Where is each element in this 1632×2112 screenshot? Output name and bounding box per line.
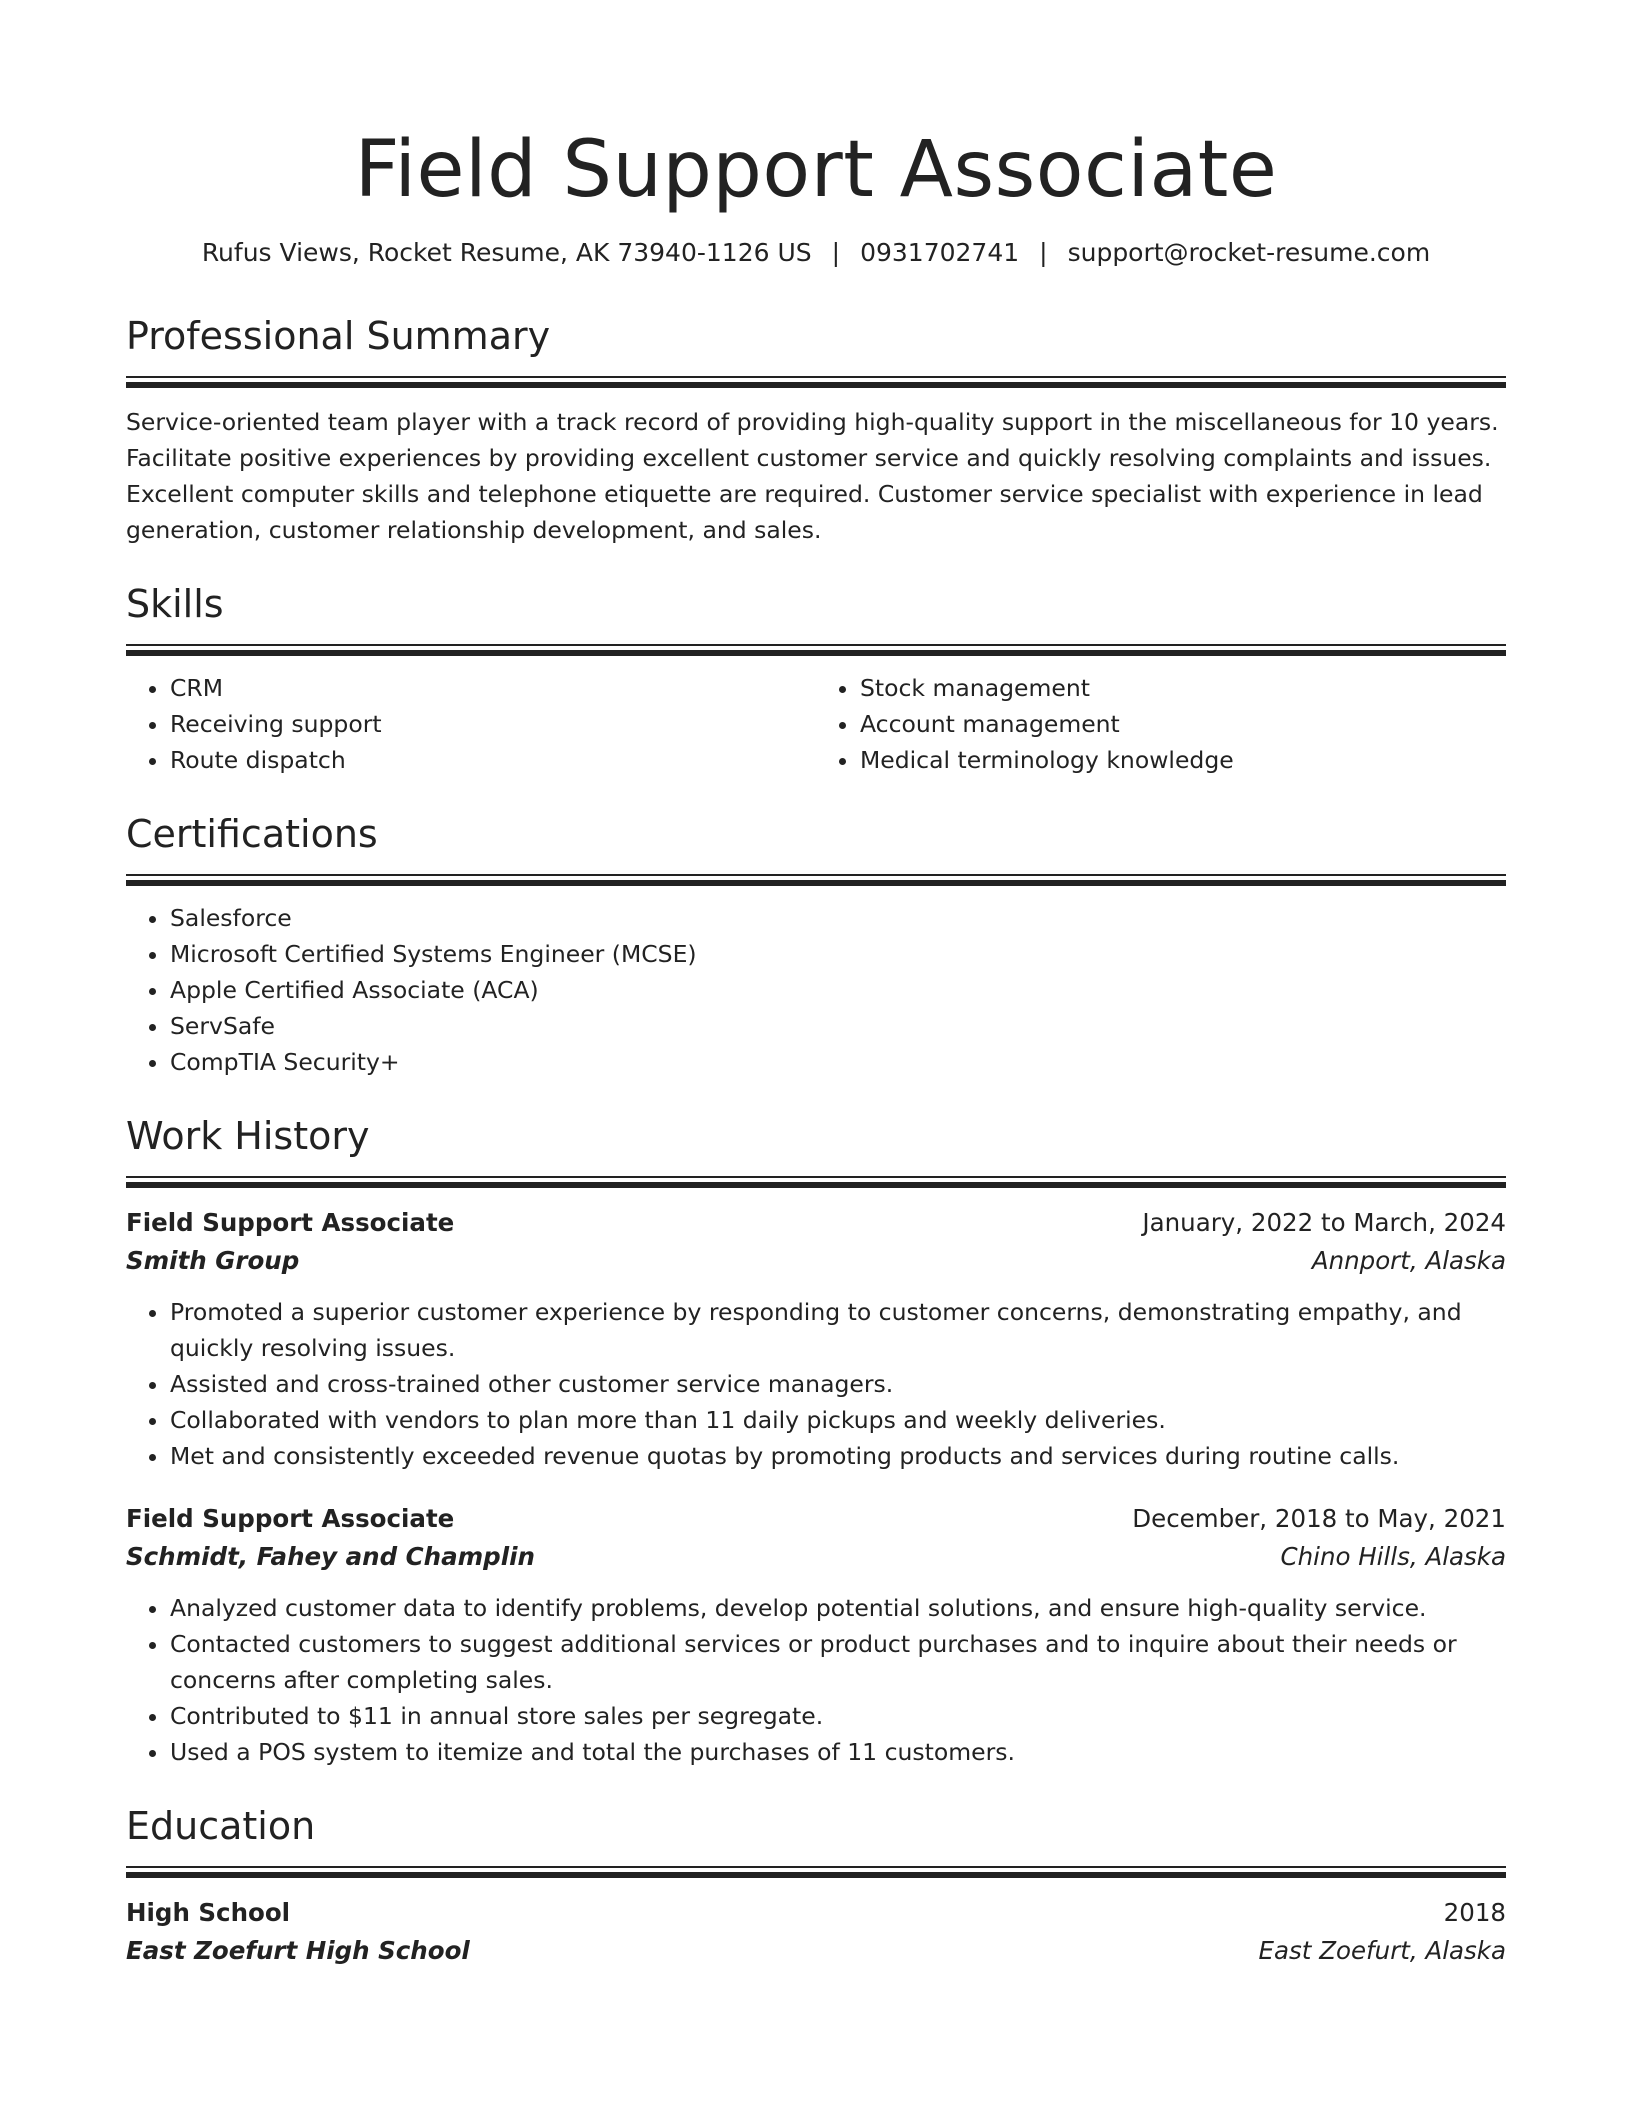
certifications-section xyxy=(126,812,1506,1080)
contact-separator: | xyxy=(1039,238,1048,267)
job-location: Chino Hills, Alaska xyxy=(1280,1542,1506,1571)
contact-address: Rufus Views, Rocket Resume, AK 73940-1126 US xyxy=(201,238,812,267)
job-bullet: • Promoted a superior customer experience by responding to customer concerns, demonstrating empathy, and quickly resolving issues. xyxy=(170,1294,1506,1366)
section-divider xyxy=(126,874,1506,886)
section-title-work-history: Work History xyxy=(126,1114,370,1158)
job-dates: January, 2022 to March, 2024 xyxy=(1142,1208,1506,1237)
summary-section xyxy=(126,314,1506,548)
resume-header xyxy=(126,0,1506,268)
skills-list-left xyxy=(126,670,816,778)
section-title-summary: Professional Summary xyxy=(126,314,551,358)
job-title-row xyxy=(126,1204,1506,1242)
education-year: 2018 xyxy=(1443,1898,1506,1927)
job-bullet: • Contacted customers to suggest additional services or product purchases and to inquire about their needs or concerns after completing sales. xyxy=(170,1626,1506,1698)
section-divider xyxy=(126,1866,1506,1878)
job-entry xyxy=(126,1500,1506,1770)
skill-item: • Stock management xyxy=(860,670,1506,706)
section-title-skills: Skills xyxy=(126,582,224,626)
skills-grid xyxy=(126,656,1506,778)
job-company-row xyxy=(126,1242,1506,1280)
job-title: Field Support Associate xyxy=(126,1208,455,1237)
education-degree: High School xyxy=(126,1898,291,1927)
education-section xyxy=(126,1804,1506,1970)
skill-item: • Medical terminology knowledge xyxy=(860,742,1506,778)
skill-item: • Route dispatch xyxy=(170,742,816,778)
job-bullet: • Assisted and cross-trained other customer service managers. xyxy=(170,1366,1506,1402)
section-divider xyxy=(126,376,1506,388)
job-bullet: • Used a POS system to itemize and total the purchases of 11 customers. xyxy=(170,1734,1506,1770)
job-bullets xyxy=(126,1590,1506,1770)
certification-item: • CompTIA Security+ xyxy=(170,1044,1506,1080)
section-title-certifications: Certifications xyxy=(126,812,378,856)
job-bullet: • Collaborated with vendors to plan more than 11 daily pickups and weekly deliveries. xyxy=(170,1402,1506,1438)
resume-name: Field Support Associate xyxy=(354,125,1278,215)
summary-text: Service-oriented team player with a track record of providing high-quality support in the miscellaneous for 10 years. Facilitate positive experiences by providing excellent customer service and quickly resolving complaints and issues. Excellent computer skills and telephone etiquette are required. Customer service specialist with experience in lead generation, customer relationship development, and sales. xyxy=(126,408,1499,544)
contact-email: support@rocket-resume.com xyxy=(1067,238,1431,267)
job-title: Field Support Associate xyxy=(126,1504,455,1533)
job-bullet: • Met and consistently exceeded revenue quotas by promoting products and services during routine calls. xyxy=(170,1438,1506,1474)
job-bullets xyxy=(126,1294,1506,1474)
certification-item: • Apple Certified Associate (ACA) xyxy=(170,972,1506,1008)
job-bullet: • Analyzed customer data to identify problems, develop potential solutions, and ensure high-quality service. xyxy=(170,1590,1506,1626)
contact-line xyxy=(126,238,1506,268)
section-divider xyxy=(126,644,1506,656)
section-divider xyxy=(126,1176,1506,1188)
job-company: Schmidt, Fahey and Champlin xyxy=(126,1542,535,1571)
work-history-section xyxy=(126,1114,1506,1770)
education-entry xyxy=(126,1894,1506,1970)
certification-item: • Microsoft Certified Systems Engineer (MCSE) xyxy=(170,936,1506,972)
education-location: East Zoefurt, Alaska xyxy=(1258,1936,1506,1965)
job-company-row xyxy=(126,1538,1506,1576)
skill-item: • Account management xyxy=(860,706,1506,742)
education-school: East Zoefurt High School xyxy=(126,1936,470,1965)
certification-item: • ServSafe xyxy=(170,1008,1506,1044)
education-degree-row xyxy=(126,1894,1506,1932)
contact-phone: 0931702741 xyxy=(860,238,1020,267)
certification-item: • Salesforce xyxy=(170,900,1506,936)
skill-item: • CRM xyxy=(170,670,816,706)
education-school-row xyxy=(126,1932,1506,1970)
job-dates: December, 2018 to May, 2021 xyxy=(1132,1504,1506,1533)
skill-item: • Receiving support xyxy=(170,706,816,742)
job-bullet: • Contributed to $11 in annual store sales per segregate. xyxy=(170,1698,1506,1734)
contact-separator: | xyxy=(831,238,841,267)
job-location: Annport, Alaska xyxy=(1311,1246,1506,1275)
job-company: Smith Group xyxy=(126,1246,300,1275)
job-title-row xyxy=(126,1500,1506,1538)
section-title-education: Education xyxy=(126,1804,316,1848)
skills-list-right xyxy=(816,670,1506,778)
skills-section xyxy=(126,582,1506,778)
job-entry xyxy=(126,1204,1506,1474)
certifications-list xyxy=(126,900,1506,1080)
